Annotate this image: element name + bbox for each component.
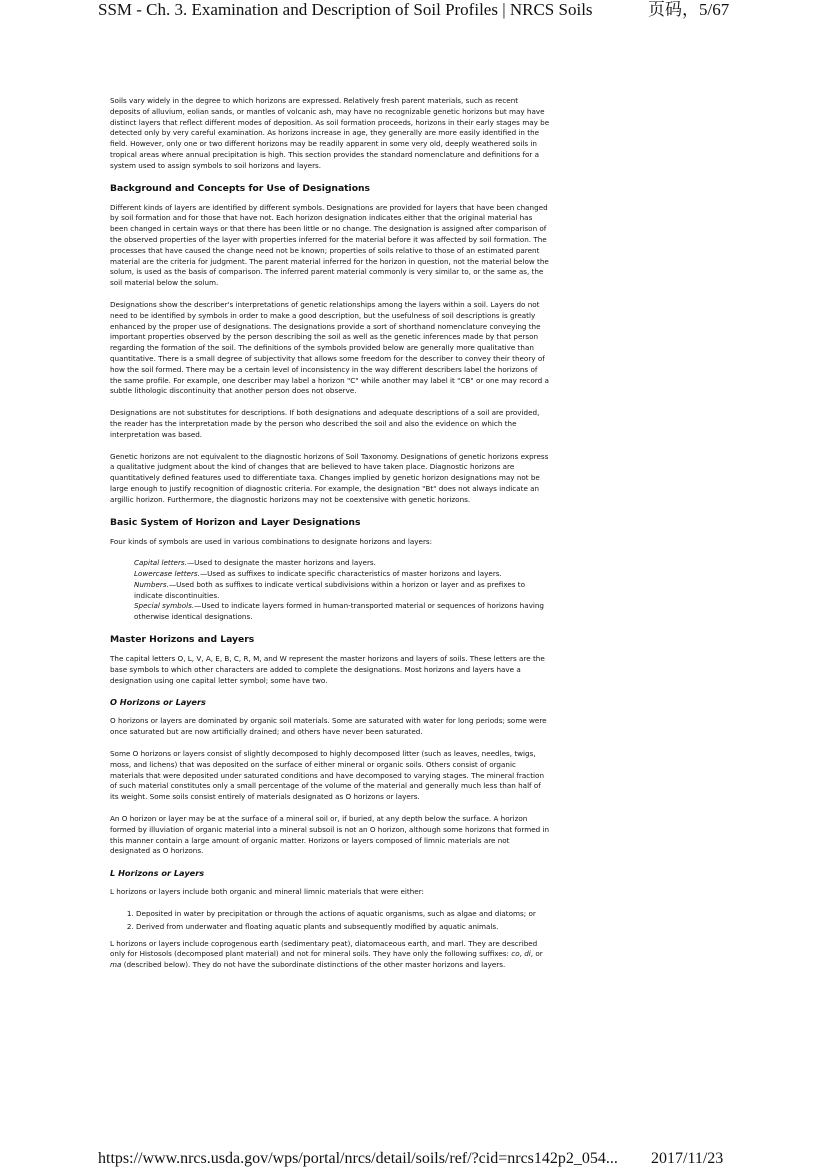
page-header-title: SSM - Ch. 3. Examination and Description of Soil Profiles | NRCS Soils [98, 0, 593, 19]
limnic-origin-list [110, 909, 550, 933]
section-heading-master-horizons: Master Horizons and Layers [110, 634, 255, 646]
definition: —Used both as suffixes to indicate vertical subdivisions within a horizon or layer and as prefixes to indicate discontinuities. [134, 579, 526, 600]
text: , [519, 949, 525, 959]
paragraph: Some O horizons or layers consist of slightly decomposed to highly decomposed litter (such as leaves, needles, twigs, moss, and lichens) that was deposited on the surface of either mineral or organic soils. Others consist of organic materials that were deposited under saturated conditions and have decomposed to varying stages. The mineral fraction of such material constitutes only a small percentage of the volume of the material and generally much less than half of its weight. Some soils consist entirely of materials designated as O horizons or layers. [110, 749, 544, 802]
symbol-kinds-list [134, 558, 550, 623]
definition: —Used to indicate layers formed in human-transported material or sequences of horizons having otherwise identical designations. [134, 601, 544, 622]
subsection-heading-l-horizons: L Horizons or Layers [110, 868, 205, 879]
page-url: https://www.nrcs.usda.gov/wps/portal/nrcs/detail/soils/ref/?cid=nrcs142p2_054... [98, 1150, 618, 1167]
term: Special symbols. [134, 601, 195, 611]
term: Capital letters. [134, 558, 187, 568]
suffix: co [511, 949, 520, 959]
list-item [134, 558, 550, 569]
suffix: ma [110, 960, 122, 970]
intro-paragraph: Soils vary widely in the degree to which horizons are expressed. Relatively fresh parent materials, such as recent deposits of alluvium, eolian sands, or mantles of volcanic ash, may have no recognizable genetic horizons but may have distinct layers that reflect different modes of deposition. As soil formation proceeds, horizons in their early stages may be detected only by very careful examination. As horizons increase in age, they generally are more easily identified in the field. However, only one or two different horizons may be readily apparent in some very old, deeply weathered soils in tropical areas where annual precipitation is high. This section provides the standard nomenclature and definitions for a system used to assign symbols to soil horizons and layers. [110, 96, 550, 170]
paragraph: The capital letters O, L, V, A, E, B, C, R, M, and W represent the master horizons and layers of soils. These letters are the base symbols to which other characters are added to complete the designations. Most horizons and layers have a designation using one capital letter symbol; some have two. [110, 654, 545, 685]
paragraph: An O horizon or layer may be at the surface of a mineral soil or, if buried, at any depth below the surface. A horizon formed by illuviation of organic material into a mineral subsoil is not an O horizon, although some horizons that formed in this manner contain a large amount of organic matter. Horizons or layers composed of limnic materials are not designated as O horizons. [110, 814, 550, 856]
suffix: di [524, 949, 531, 959]
definition: —Used as suffixes to indicate specific characteristics of master horizons and layers. [199, 569, 502, 579]
paragraph: Different kinds of layers are identified by different symbols. Designations are provided for layers that have been changed by soil formation and for those that have not. Each horizon designation indicates either that the original material has been changed in certain ways or that there has been little or no change. The designation is assigned after comparison of the observed properties of the layer with properties inferred for the material before it was affected by soil formation. The processes that have caused the change need not be known; properties of soils relative to those of an estimated parent material are the criteria for judgment. The parent material inferred for the horizon in question, not the material below the solum, is used as the basis of comparison. The inferred parent material commonly is very similar to, or the same as, the soil material below the solum. [110, 202, 549, 288]
subsection-heading-o-horizons: O Horizons or Layers [110, 697, 206, 708]
paragraph: Genetic horizons are not equivalent to the diagnostic horizons of Soil Taxonomy. Designations of genetic horizons express a qualitative judgment about the kind of changes that are believed to have taken place. Diagnostic horizons are quantitatively defined features used to differentiate taxa. Changes implied by genetic horizon designations may not be large enough to justify recognition of diagnostic criteria. For example, the designation "Bt" does not always indicate an argillic horizon. Furthermore, the diagnostic horizons may not be coextensive with genetic horizons. [110, 451, 549, 504]
section-heading-background: Background and Concepts for Use of Designations [110, 182, 371, 194]
text: , or [530, 949, 543, 959]
paragraph: Designations are not substitutes for descriptions. If both designations and adequate descriptions of a soil are provided, the reader has the interpretation made by the person who described the soil and also the evidence on which the interpretation was based. [110, 408, 540, 439]
paragraph: Designations show the describer's interpretations of genetic relationships among the layers within a soil. Layers do not need to be identified by symbols in order to make a good description, but the usefulness of soil descriptions is greatly enhanced by the proper use of designations. The designations provide a sort of shorthand nomenclature conveying the important properties observed by the person describing the soil as well as the genetic inferences made by that person regarding the formation of the soil. The definitions of the symbols provided below are generally more qualitative than quantitative. There is a small degree of subjectivity that allows some freedom for the describer to convey their theory of how the soil formed. There may be a certain level of inconsistency in the way different describers label the horizons of the same profile. For example, one describer may label a horizon "C" while another may label it "CB" or one may record a subtle lithologic discontinuity that another person does not observe. [110, 299, 549, 396]
paragraph: Four kinds of symbols are used in various combinations to designate horizons and layers: [110, 536, 433, 546]
text: L horizons or layers include coprogenous earth (sedimentary peat), diatomaceous earth, and marl. They are described only for Histosols (decomposed plant material) and not for mineral soils. They have only the following suffixes: [110, 938, 538, 959]
list-item: 2. Derived from underwater and floating aquatic plants and subsequently modified by aquatic animals. [136, 922, 550, 933]
text: (described below). They do not have the subordinate distinctions of the other master horizons and layers. [121, 960, 506, 970]
paragraph: L horizons or layers include both organic and mineral limnic materials that were either: [110, 887, 424, 897]
term: Lowercase letters. [134, 569, 200, 579]
document-body [110, 96, 550, 982]
paragraph: O horizons or layers are dominated by organic soil materials. Some are saturated with water for long periods; some were once saturated but are now artificially drained; and others have never been saturated. [110, 716, 547, 737]
list-item: 1. Deposited in water by precipitation or through the actions of aquatic organisms, such as algae and diatoms; or [136, 909, 550, 920]
list-item [134, 601, 550, 623]
page-date: 2017/11/23 [651, 1150, 724, 1167]
paragraph [110, 939, 550, 971]
list-item [134, 569, 550, 580]
page-number: 页码，5/67 [648, 0, 730, 19]
definition: —Used to designate the master horizons and layers. [186, 558, 376, 568]
list-item [134, 580, 550, 602]
section-heading-basic-system: Basic System of Horizon and Layer Designations [110, 516, 361, 528]
term: Numbers. [134, 579, 169, 589]
